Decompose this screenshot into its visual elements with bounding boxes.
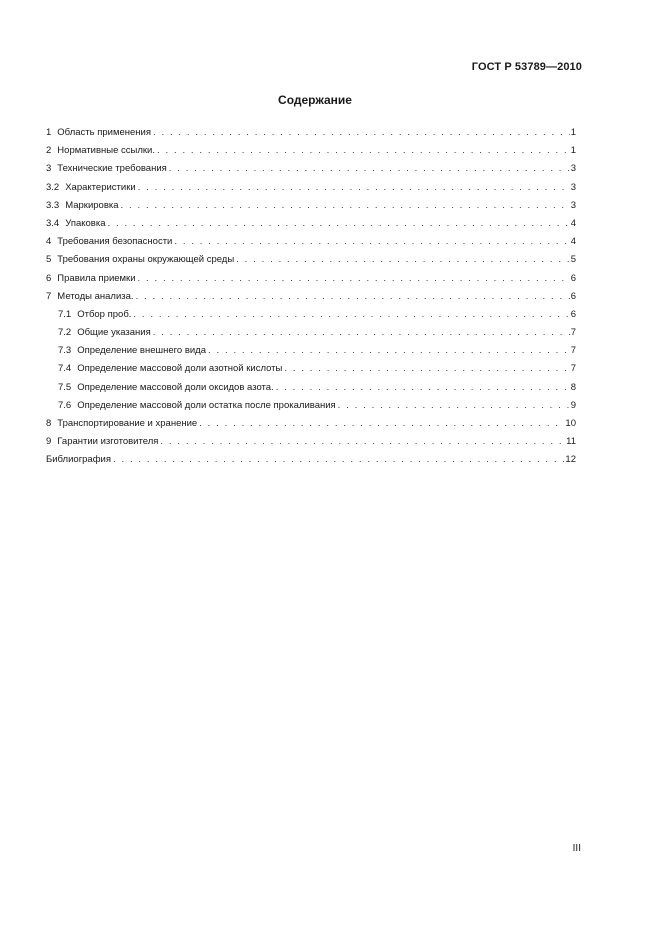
toc-dot-leader bbox=[108, 215, 570, 233]
document-standard-header: ГОСТ Р 53789—2010 bbox=[471, 61, 582, 73]
toc-entry-number: 9 bbox=[46, 436, 52, 448]
toc-entry[interactable] bbox=[46, 197, 576, 215]
toc-dot-leader bbox=[338, 397, 570, 415]
toc-entry[interactable] bbox=[46, 415, 576, 433]
toc-entry-label: Характеристики bbox=[65, 181, 136, 193]
toc-dot-leader bbox=[160, 433, 565, 451]
toc-entry-page: 1 bbox=[570, 145, 576, 157]
toc-entry-page: 1 bbox=[570, 127, 576, 138]
toc-dot-leader bbox=[153, 124, 570, 142]
toc-dot-leader bbox=[174, 233, 569, 251]
toc-entry-number: 3.3 bbox=[46, 199, 60, 211]
toc-entry[interactable] bbox=[46, 179, 576, 197]
toc-entry-number: 3.2 bbox=[46, 181, 60, 193]
toc-entry-number: 7.5 bbox=[58, 381, 72, 393]
toc-entry-number: 8 bbox=[46, 418, 52, 429]
toc-dot-leader bbox=[276, 379, 570, 397]
toc-entry-page: 10 bbox=[565, 418, 576, 429]
toc-entry-page: 6 bbox=[570, 308, 576, 320]
toc-entry-number: 3.4 bbox=[46, 217, 60, 229]
toc-entry-page: 4 bbox=[570, 236, 576, 248]
toc-entry[interactable] bbox=[46, 433, 576, 451]
toc-entry-page: 3 bbox=[570, 181, 576, 193]
toc-entry-number: 7.2 bbox=[58, 327, 72, 339]
toc-entry-label: Общие указания bbox=[77, 327, 151, 339]
toc-entry-number: 4 bbox=[46, 236, 52, 248]
toc-entry[interactable] bbox=[46, 324, 576, 342]
toc-entry[interactable] bbox=[46, 451, 576, 469]
toc-entry-number: 1 bbox=[46, 127, 52, 138]
toc-entry-label: Отбор проб. bbox=[77, 308, 132, 320]
toc-entry[interactable] bbox=[46, 160, 576, 178]
toc-entry-number: 7.3 bbox=[58, 345, 72, 357]
toc-dot-leader bbox=[199, 415, 564, 433]
toc-entry-page: 9 bbox=[570, 399, 576, 411]
toc-entry-label: Определение массовой доли азотной кислоты bbox=[77, 363, 283, 375]
toc-entry[interactable] bbox=[46, 233, 576, 251]
toc-entry[interactable] bbox=[46, 288, 576, 306]
toc-entry-page: 7 bbox=[570, 363, 576, 375]
toc-entry-page: 7 bbox=[570, 345, 576, 357]
toc-dot-leader bbox=[169, 160, 570, 178]
toc-entry-label: Нормативные ссылки. bbox=[57, 145, 156, 157]
toc-dot-leader bbox=[138, 179, 570, 197]
toc-entry-label: Требования охраны окружающей среды bbox=[57, 254, 235, 266]
toc-dot-leader bbox=[153, 324, 570, 342]
toc-entry[interactable] bbox=[46, 215, 576, 233]
toc-dot-leader bbox=[133, 306, 569, 324]
toc-dot-leader bbox=[157, 142, 570, 160]
toc-entry-number: 7.6 bbox=[58, 399, 72, 411]
toc-entry-label: Технические требования bbox=[57, 163, 167, 175]
toc-entry[interactable] bbox=[46, 342, 576, 360]
toc-entry-label: Требования безопасности bbox=[57, 236, 173, 248]
toc-entry-number: 3 bbox=[46, 163, 52, 175]
toc-entry-label: Определение массовой доли остатка после прокаливания bbox=[77, 399, 336, 411]
toc-entry-page: 12 bbox=[565, 454, 576, 466]
table-of-contents bbox=[46, 124, 576, 470]
toc-entry-number: 7 bbox=[46, 290, 52, 302]
toc-entry-label: Определение массовой доли оксидов азота. bbox=[77, 381, 274, 393]
toc-entry[interactable] bbox=[46, 397, 576, 415]
toc-dot-leader bbox=[138, 270, 570, 288]
toc-entry-number: 5 bbox=[46, 254, 52, 266]
toc-entry-label: Определение внешнего вида bbox=[77, 345, 207, 357]
toc-entry-page: 3 bbox=[570, 199, 576, 211]
toc-dot-leader bbox=[121, 197, 570, 215]
toc-entry-page: 6 bbox=[570, 290, 576, 302]
toc-entry-page: 6 bbox=[570, 272, 576, 284]
toc-entry[interactable] bbox=[46, 379, 576, 397]
toc-dot-leader bbox=[236, 251, 570, 269]
toc-entry-page: 7 bbox=[570, 327, 576, 339]
toc-entry-page: 4 bbox=[570, 217, 576, 229]
toc-entry[interactable] bbox=[46, 142, 576, 160]
toc-entry-page: 11 bbox=[566, 436, 576, 448]
toc-entry-page: 8 bbox=[570, 381, 576, 393]
toc-entry-label: Гарантии изготовителя bbox=[57, 436, 159, 448]
page-number: III bbox=[572, 843, 581, 854]
toc-entry[interactable] bbox=[46, 360, 576, 378]
toc-entry-label: Библиография bbox=[46, 454, 111, 466]
toc-entry-label: Транспортирование и хранение bbox=[57, 418, 198, 429]
toc-dot-leader bbox=[113, 451, 564, 469]
toc-dot-leader bbox=[208, 342, 570, 360]
toc-entry-label: Маркировка bbox=[65, 199, 119, 211]
toc-dot-leader bbox=[136, 288, 570, 306]
toc-entry-page: 5 bbox=[570, 254, 576, 266]
toc-entry-page: 3 bbox=[570, 163, 576, 175]
toc-entry-number: 7.4 bbox=[58, 363, 72, 375]
toc-entry[interactable] bbox=[46, 124, 576, 142]
toc-entry-number: 7.1 bbox=[58, 308, 72, 320]
toc-entry-number: 2 bbox=[46, 145, 52, 157]
toc-entry-label: Упаковка bbox=[65, 217, 106, 229]
toc-entry-number: 6 bbox=[46, 272, 52, 284]
toc-entry-label: Область применения bbox=[57, 127, 151, 138]
toc-entry-label: Методы анализа. bbox=[57, 290, 134, 302]
toc-entry[interactable] bbox=[46, 270, 576, 288]
toc-dot-leader bbox=[284, 360, 569, 378]
page-title: Содержание bbox=[278, 93, 352, 107]
toc-entry[interactable] bbox=[46, 306, 576, 324]
toc-entry-label: Правила приемки bbox=[57, 272, 136, 284]
toc-entry[interactable] bbox=[46, 251, 576, 269]
